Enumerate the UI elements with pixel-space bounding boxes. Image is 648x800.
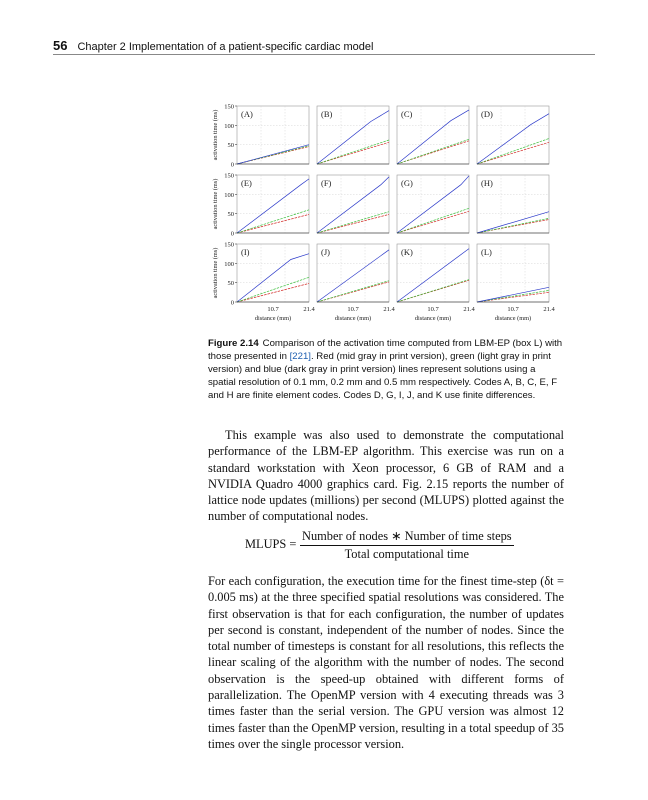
page-number: 56: [53, 38, 68, 53]
y-axis-label: activation time (ms): [212, 247, 219, 299]
x-tick-label: 10.7: [347, 306, 359, 313]
x-tick-label: 21.4: [303, 306, 315, 313]
x-axis-label: distance (mm): [254, 315, 292, 322]
y-axis-label: activation time (ms): [212, 178, 219, 230]
y-tick-label: 0: [230, 299, 234, 307]
panel-label: (F): [321, 178, 332, 188]
y-tick-label: 50: [227, 280, 234, 288]
x-tick-label: 10.7: [267, 306, 279, 313]
panel-label: (G): [401, 178, 413, 188]
equation-denominator: Total computational time: [344, 547, 469, 561]
panel-label: (A): [241, 109, 253, 119]
figure-label: Figure 2.14: [208, 338, 259, 349]
panel-label: (K): [401, 247, 413, 257]
y-tick-label: 100: [224, 191, 234, 199]
activation-time-figure: [190, 98, 570, 328]
panel-label: (I): [241, 247, 250, 257]
panel-label: (B): [321, 109, 333, 119]
figure-caption: [208, 337, 564, 402]
running-header: [53, 38, 373, 53]
y-tick-label: 150: [224, 103, 234, 111]
y-tick-label: 0: [230, 230, 234, 238]
y-tick-label: 100: [224, 122, 234, 130]
y-tick-label: 150: [224, 172, 234, 180]
x-tick-label: 21.4: [383, 306, 395, 313]
x-tick-label: 21.4: [463, 306, 475, 313]
x-axis-label: distance (mm): [494, 315, 532, 322]
panel-label: (H): [481, 178, 493, 188]
panel-label: (D): [481, 109, 493, 119]
caption-text-2: . Red (mid gray in print version), green (light gray in print version) and blue (dark gray in print version) lines represent solutions using a spatial resolution of 0.1 mm, 0.2 mm and 0.5 mm respectively. Codes A, B, C, E, F and H are finite element codes. Codes D, G, I, J, and K use finite differences.: [208, 351, 558, 401]
y-tick-label: 150: [224, 241, 234, 249]
panel-label: (L): [481, 247, 492, 257]
panel-label: (C): [401, 109, 413, 119]
chapter-title: Chapter 2 Implementation of a patient-specific cardiac model: [77, 41, 374, 53]
equation-fraction: [300, 528, 514, 562]
caption-reference-link[interactable]: [221]: [289, 351, 311, 362]
x-tick-label: 21.4: [543, 306, 555, 313]
x-axis-label: distance (mm): [334, 315, 372, 322]
x-axis-label: distance (mm): [414, 315, 452, 322]
y-axis-label: activation time (ms): [212, 109, 219, 161]
paragraph-2: For each configuration, the execution time for the finest time-step (δt = 0.005 ms) at the three specified spatial resolutions was considered. The first observation is that for each configuration, the number of updates per second is constant, independent of the number of nodes. Since the total number of timesteps is constant for all resolutions, this reflects the linear scaling of the algorithm with the number of nodes. The second observation is the speed-up obtained with different forms of parallelization. The OpenMP version with 4 executing threads was 3 times faster than the serial version. The GPU version was almost 12 times faster than the OpenMP version, resulting in a total speedup of 35 times over the single processor version.: [208, 574, 564, 751]
y-tick-label: 0: [230, 161, 234, 169]
panel-label: (J): [321, 247, 330, 257]
x-tick-label: 10.7: [507, 306, 519, 313]
panel-label: (E): [241, 178, 252, 188]
y-tick-label: 100: [224, 260, 234, 268]
equation-numerator: Number of nodes ∗ Number of time steps: [300, 528, 514, 546]
caption-text-1: Comparison of the activation time computed from LBM-EP (box L) with those presented in: [208, 338, 563, 362]
equation-lhs: MLUPS =: [245, 537, 297, 551]
y-tick-label: 50: [227, 142, 234, 150]
header-rule: [53, 54, 595, 55]
paragraph-1: This example was also used to demonstrate the computational performance of the LBM-EP algorithm. This exercise was run on a standard workstation with Xeon processor, 6 GB of RAM and a NVIDIA Quadro 4000 graphics card. Fig. 2.15 reports the number of lattice node updates (millions) per second (MLUPS) plotted against the number of computational nodes.: [208, 428, 564, 524]
x-tick-label: 10.7: [427, 306, 439, 313]
y-tick-label: 50: [227, 211, 234, 219]
